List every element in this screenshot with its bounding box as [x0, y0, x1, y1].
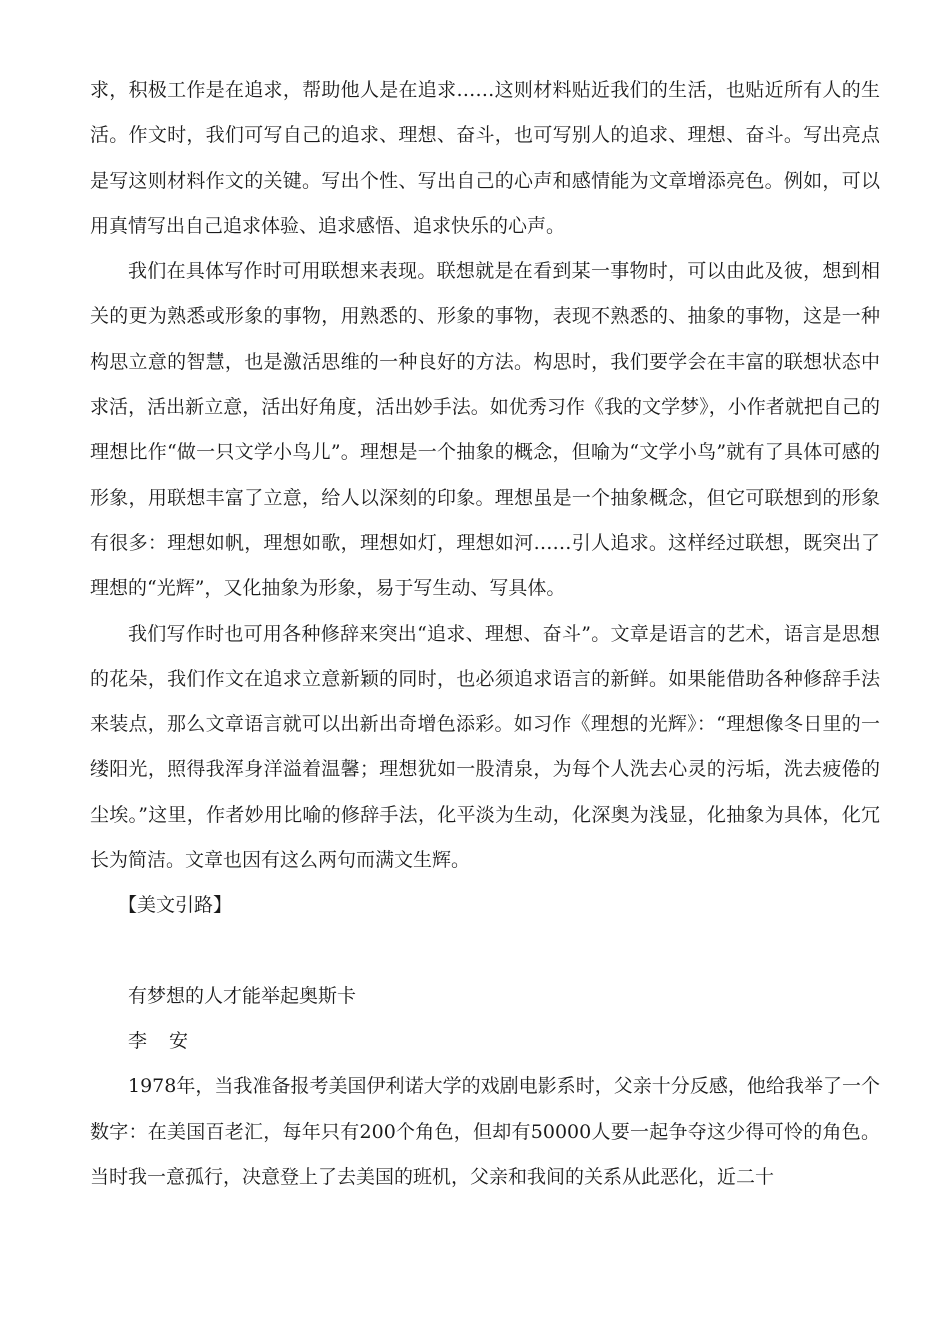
paragraph-3: 我们写作时也可用各种修辞来突出“追求、理想、奋斗”。文章是语言的艺术，语言是思想的花朵，我们作文在追求立意新颖的同时，也必须追求语言的新鲜。如果能借助各种修辞手法来装点，那么文章语言就可以出新出奇增色添彩。如习作《理想的光辉》：“理想像冬日里的一缕阳光，照得我浑身洋溢着温馨；理想犹如一股清泉，为每个人洗去心灵的污垢，洗去疲倦的尘埃。”这里，作者妙用比喻的修辞手法，化平淡为生动，化深奥为浅显，化抽象为具体，化冗长为简洁。文章也因有这么两句而满文生辉。 [90, 622, 880, 872]
article-author: 李 安 [128, 1029, 197, 1052]
blank-line [90, 929, 880, 974]
article-body: 1978年，当我准备报考美国伊利诺大学的戏剧电影系时，父亲十分反感，他给我举了一个数字：在美国百老汇，每年只有200个角色，但却有50000人要一起争夺这少得可怜的角色。当时我一意孤行，决意登上了去美国的班机，父亲和我间的关系从此恶化，近二十 [90, 1075, 880, 1188]
article-title: 有梦想的人才能举起奥斯卡 [128, 984, 357, 1007]
paragraph-1: 求，积极工作是在追求，帮助他人是在追求……这则材料贴近我们的生活，也贴近所有人的生活。作文时，我们可写自己的追求、理想、奋斗，也可写别人的追求、理想、奋斗。写出亮点是写这则材料作文的关键。写出个性、写出自己的心声和感情能为文章增添亮色。例如，可以用真情写出自己追求体验、追求感悟、追求快乐的心声。 [90, 79, 880, 237]
section-heading: 【美文引路】 [118, 894, 233, 917]
paragraph-2: 我们在具体写作时可用联想来表现。联想就是在看到某一事物时，可以由此及彼，想到相关的更为熟悉或形象的事物，用熟悉的、形象的事物，表现不熟悉的、抽象的事物，这是一种构思立意的智慧，也是激活思维的一种良好的方法。构思时，我们要学会在丰富的联想状态中求活，活出新立意，活出好角度，活出妙手法。如优秀习作《我的文学梦》，小作者就把自己的理想比作“做一只文学小鸟儿”。理想是一个抽象的概念，但喻为“文学小鸟”就有了具体可感的形象，用联想丰富了立意，给人以深刻的印象。理想虽是一个抽象概念，但它可联想到的形象有很多：理想如帆，理想如歌，理想如灯，理想如河……引人追求。这样经过联想，既突出了理想的“光辉”，又化抽象为形象，易于写生动、写具体。 [90, 260, 880, 600]
document-page [90, 68, 880, 1200]
